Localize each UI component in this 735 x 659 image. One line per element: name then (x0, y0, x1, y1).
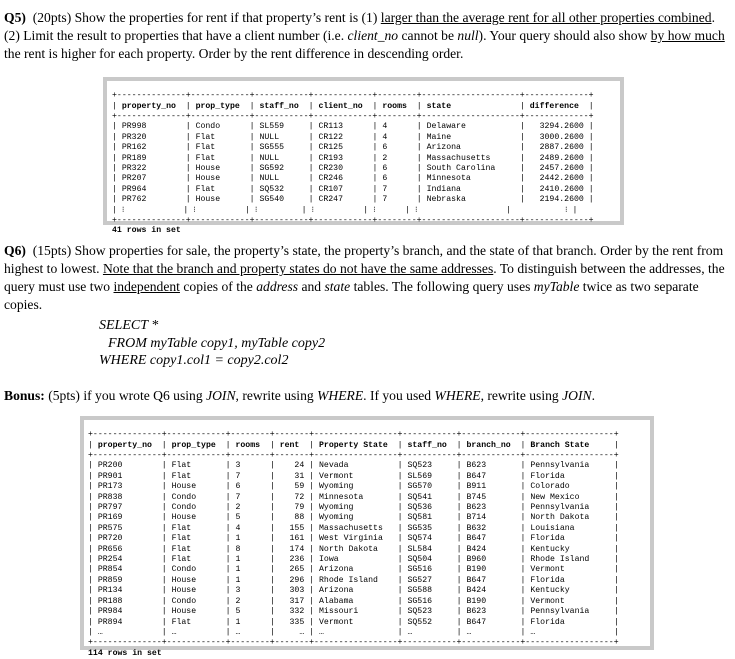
table-cell: Flat (171, 544, 221, 554)
table-cell: 296 (279, 575, 305, 585)
table-row: | PR188 | Condo | 2 | 317 | Alabama | SG516 | B190 | Vermont | (88, 596, 619, 606)
table-cell: Flat (171, 617, 221, 627)
table-row: | PR254 | Flat | 1 | 236 | Iowa | SQ504 | B960 | Rhode Island | (88, 555, 619, 565)
table-row: | PR134 | House | 3 | 303 | Arizona | SG588 | B424 | Kentucky | (88, 586, 619, 596)
table-cell: Condo (171, 596, 221, 606)
table-cell: 7 (235, 492, 265, 502)
q5-client-no: client_no (347, 28, 399, 43)
q6-paragraph (4, 242, 726, 314)
column-header: rooms (382, 101, 412, 111)
table-cell: Florida (530, 534, 609, 544)
table-cell: 59 (279, 482, 305, 492)
table-cell: Minnesota (319, 492, 393, 502)
table-row: | PR964 | Flat | SQ532 | CR107 | 7 | Indiana | 2410.2600 | (112, 184, 594, 194)
column-header: prop_type (171, 440, 221, 450)
column-header: rent (279, 440, 305, 450)
table-cell: Condo (171, 503, 221, 513)
q5-underline-2: by how much (650, 28, 725, 43)
table-cell: House (171, 482, 221, 492)
table-cell: Flat (195, 184, 245, 194)
table-cell: Arizona (319, 565, 393, 575)
sql-line-3: WHERE copy1.col1 = copy2.col2 (99, 353, 289, 368)
table-cell: SG555 (259, 143, 304, 153)
table-cell: 2 (235, 503, 265, 513)
table-cell: B714 (466, 513, 516, 523)
table-cell: B647 (466, 471, 516, 481)
table-row: | PR656 | Flat | 8 | 174 | North Dakota | SL584 | B424 | Kentucky | (88, 544, 619, 554)
table-cell: Flat (195, 143, 245, 153)
table-row: | PR998 | Condo | SL559 | CR113 | 4 | Delaware | 3294.2600 | (112, 122, 594, 132)
q5-text-a: Show the properties for rent if that property’s rent is (1) (74, 10, 378, 25)
table-cell: SL584 (407, 544, 452, 554)
table-cell: PR162 (121, 143, 181, 153)
table-cell: 31 (279, 471, 305, 481)
table-cell: B623 (466, 461, 516, 471)
table-cell: PR189 (121, 153, 181, 163)
table-row: | PR320 | Flat | NULL | CR122 | 4 | Maine | 3000.2600 | (112, 132, 594, 142)
table-cell: Wyoming (319, 503, 393, 513)
table-cell: B623 (466, 503, 516, 513)
table-cell: SQ523 (407, 607, 452, 617)
table-cell: … (97, 627, 157, 637)
table-cell: PR575 (97, 523, 157, 533)
table-cell: 1 (235, 555, 265, 565)
table-row: | PR162 | Flat | SG555 | CR125 | 6 | Arizona | 2887.2600 | (112, 143, 594, 153)
bonus-join-1: JOIN (206, 388, 236, 403)
table-cell: Massachusetts (319, 523, 393, 533)
table-cell: CR247 (318, 195, 368, 205)
table-cell: SQ574 (407, 534, 452, 544)
table-cell: PR894 (97, 617, 157, 627)
table-row: | PR322 | House | SG592 | CR230 | 6 | South Carolina | 2457.2600 | (112, 164, 594, 174)
table-row: | PR173 | House | 6 | 59 | Wyoming | SG570 | B911 | Colorado | (88, 482, 619, 492)
column-header: client_no (318, 101, 368, 111)
table-cell: B745 (466, 492, 516, 502)
table-cell: 7 (235, 471, 265, 481)
column-header: state (426, 101, 516, 111)
table-cell: SG588 (407, 586, 452, 596)
table-row: | PR762 | House | SG540 | CR247 | 7 | Nebraska | 2194.2600 | (112, 195, 594, 205)
table-cell: 3000.2600 (529, 132, 584, 142)
table-cell: House (171, 513, 221, 523)
table-cell: Florida (530, 617, 609, 627)
table-cell: Flat (195, 153, 245, 163)
table-cell: Arizona (426, 143, 516, 153)
table-cell: Massachusetts (426, 153, 516, 163)
table-row: | PR575 | Flat | 4 | 155 | Massachusetts | SG535 | B632 | Louisiana | (88, 523, 619, 533)
bonus-where-2: WHERE (434, 388, 481, 403)
q6-text-c: copies of the (183, 279, 253, 294)
table-row: | PR838 | Condo | 7 | 72 | Minnesota | SQ541 | B745 | New Mexico | (88, 492, 619, 502)
table-cell: Wyoming (319, 513, 393, 523)
table-cell: 317 (279, 596, 305, 606)
table-cell: PR901 (97, 471, 157, 481)
rows-in-set: 114 rows in set (88, 648, 162, 658)
table-cell: SQ532 (259, 184, 304, 194)
table-cell: 79 (279, 503, 305, 513)
table-row: | PR901 | Flat | 7 | 31 | Vermont | SL569 | B647 | Florida | (88, 471, 619, 481)
table-cell: Condo (195, 122, 245, 132)
table-cell: 7 (382, 184, 412, 194)
table-row: | PR797 | Condo | 2 | 79 | Wyoming | SQ536 | B623 | Pennsylvania | (88, 503, 619, 513)
q6-address: address (256, 279, 299, 294)
table-cell: House (195, 195, 245, 205)
bonus-label: Bonus: (4, 388, 45, 403)
table-cell: PR720 (97, 534, 157, 544)
table-cell: ⁝ (254, 205, 297, 215)
table-cell: B647 (466, 617, 516, 627)
table-cell: Louisiana (530, 523, 609, 533)
q6-label: Q6) (4, 243, 26, 258)
table-cell: Flat (171, 555, 221, 565)
table-cell: B647 (466, 575, 516, 585)
sql-line-1: SELECT * (99, 318, 159, 333)
q6-state: state (324, 279, 351, 294)
table-cell: … (235, 627, 265, 637)
q5-underline-1: larger than the average rent for all other properties combined (380, 10, 712, 25)
table-cell: Vermont (530, 565, 609, 575)
table-cell: NULL (259, 153, 304, 163)
column-header: property_no (97, 440, 157, 450)
table-cell: ⁝ (193, 205, 241, 215)
table-cell: … (407, 627, 452, 637)
table-cell: CR246 (318, 174, 368, 184)
table-cell: 3 (235, 586, 265, 596)
table-cell: SL559 (259, 122, 304, 132)
column-header: staff_no (407, 440, 452, 450)
table-cell: North Dakota (319, 544, 393, 554)
table-cell: Pennsylvania (530, 607, 609, 617)
table-cell: 8 (235, 544, 265, 554)
table-cell: 2 (382, 153, 412, 163)
column-header: rooms (235, 440, 265, 450)
table-cell: 6 (382, 164, 412, 174)
table-cell: 174 (279, 544, 305, 554)
table-row: | ⁝ | ⁝ | ⁝ | ⁝ | ⁝ | ⁝ | ⁝ | (112, 205, 578, 215)
table-cell: 2489.2600 (529, 153, 584, 163)
table-cell: Indiana (426, 184, 516, 194)
table-cell: 3294.2600 (529, 122, 584, 132)
table-cell: 4 (235, 523, 265, 533)
table-cell: Minnesota (426, 174, 516, 184)
table-cell: 6 (382, 174, 412, 184)
table-cell: Flat (171, 461, 221, 471)
bonus-join-2: JOIN (562, 388, 592, 403)
table-cell: Delaware (426, 122, 516, 132)
table-cell: … (530, 627, 609, 637)
table-cell: Flat (171, 523, 221, 533)
table-cell: SQ536 (407, 503, 452, 513)
table-cell: Nebraska (426, 195, 516, 205)
table-row: | PR189 | Flat | NULL | CR193 | 2 | Massachusetts | 2489.2600 | (112, 153, 594, 163)
q6-points: (15pts) (32, 243, 72, 258)
result-table-1 (103, 77, 624, 236)
table-cell: CR193 (318, 153, 368, 163)
table-cell: 3 (235, 461, 265, 471)
table-row: | … | … | … | … | … | … | … | … | (88, 627, 619, 637)
table-cell: 161 (279, 534, 305, 544)
table-cell: PR169 (97, 513, 157, 523)
table-row: | PR854 | Condo | 1 | 265 | Arizona | SG516 | B190 | Vermont | (88, 565, 619, 575)
q6-underline-2: independent (113, 279, 180, 294)
table-cell: NULL (259, 174, 304, 184)
table-cell: ⁝ (311, 205, 359, 215)
table-cell: NULL (259, 132, 304, 142)
q6-text-b: . To distinguish between the addresses, the query must use two (4, 261, 725, 294)
table-cell: PR656 (97, 544, 157, 554)
q6-underline-1: Note that the branch and property states do not have the same addresses (102, 261, 494, 276)
table-cell: … (171, 627, 221, 637)
column-header: branch_no (466, 440, 516, 450)
table-cell: Iowa (319, 555, 393, 565)
table-cell: Flat (171, 534, 221, 544)
table-cell: SL569 (407, 471, 452, 481)
table-cell: SG516 (407, 596, 452, 606)
q6-text-e: twice as two separate copies. (4, 279, 699, 312)
bonus-text-a: (5pts) if you wrote Q6 using (48, 388, 203, 403)
table-cell: CR107 (318, 184, 368, 194)
table-cell: SG516 (407, 565, 452, 575)
q5-text-c: cannot be (401, 28, 454, 43)
table-cell: 265 (279, 565, 305, 575)
table-cell: 24 (279, 461, 305, 471)
table-cell: New Mexico (530, 492, 609, 502)
table-cell: SQ504 (407, 555, 452, 565)
table-cell: B911 (466, 482, 516, 492)
table-cell: Maine (426, 132, 516, 142)
table-cell: SG540 (259, 195, 304, 205)
table-cell: SG592 (259, 164, 304, 174)
table-cell: CR230 (318, 164, 368, 174)
table-cell: Florida (530, 575, 609, 585)
table-cell: Florida (530, 471, 609, 481)
result-table-2 (80, 416, 654, 658)
table-cell: PR838 (97, 492, 157, 502)
table-cell: Pennsylvania (530, 503, 609, 513)
table-cell: 236 (279, 555, 305, 565)
table-cell: SG535 (407, 523, 452, 533)
table-cell: South Carolina (426, 164, 516, 174)
table-cell: 4 (382, 122, 412, 132)
table-cell: B623 (466, 607, 516, 617)
table-cell: … (319, 627, 393, 637)
table-cell: PR188 (97, 596, 157, 606)
table-cell: B647 (466, 534, 516, 544)
table-cell: PR322 (121, 164, 181, 174)
table-cell: CR113 (318, 122, 368, 132)
column-header: property_no (121, 101, 181, 111)
table-row: | PR169 | House | 5 | 88 | Wyoming | SQ581 | B714 | North Dakota | (88, 513, 619, 523)
q5-text-b: . (2) Limit the result to properties that have a client number (i.e. (4, 10, 715, 43)
table-cell: House (195, 164, 245, 174)
table-cell: West Virginia (319, 534, 393, 544)
table-cell: 2887.2600 (529, 143, 584, 153)
table-cell: 1 (235, 617, 265, 627)
table-cell: CR122 (318, 132, 368, 142)
table-cell: B190 (466, 596, 516, 606)
table1-text: +--------------+------------+-----------+------------+--------+--------------------+-------------+ | property_no | prop_type | staff_no | client_no | rooms | state | difference | +--------------+------------+-----------+------------+--------+--------------------+-------------+ | PR998 | Condo | SL559 | CR113 | 4 | Delaware | 3294.2600 | | PR320 | Flat | NULL | CR122 | 4 | Maine | 3000.2600 | | PR162 | Flat | SG555 | CR125 | 6 | Arizona | 2887.2600 | | PR189 | Flat | NULL | CR193 | 2 | Massachusetts | 2489.2600 | | PR322 | House | SG592 | CR230 | 6 | South Carolina | 2457.2600 | | PR207 | House | NULL | CR246 | 6 | Minnesota | 2442.2600 | | PR964 | Flat | SQ532 | CR107 | 7 | Indiana | 2410.2600 | | PR762 | House | SG540 | CR247 | 7 | Nebraska | 2194.2600 | | ⁝ | ⁝ | ⁝ | ⁝ | ⁝ | ⁝ | ⁝ | +--------------+------------+-----------+------------+--------+--------------------+-------------+ 41 rows in set (112, 91, 594, 236)
bonus-text-d: , rewrite using (480, 388, 559, 403)
table-cell: 335 (279, 617, 305, 627)
rows-in-set: 41 rows in set (112, 226, 181, 236)
table-cell: 6 (382, 143, 412, 153)
table-cell: ⁝ (415, 205, 502, 215)
table-cell: 1 (235, 565, 265, 575)
table-row: | PR984 | House | 5 | 332 | Missouri | SQ523 | B623 | Pennsylvania | (88, 607, 619, 617)
table-cell: B190 (466, 565, 516, 575)
q6-and: and (301, 279, 322, 294)
table-row: | PR200 | Flat | 3 | 24 | Nevada | SQ523 | B623 | Pennsylvania | (88, 461, 619, 471)
bonus-text-c: . If you used (363, 388, 432, 403)
column-header: Branch State (530, 440, 609, 450)
table-cell: SQ581 (407, 513, 452, 523)
q5-text-d: ). Your query should also show (478, 28, 648, 43)
table-cell: 5 (235, 607, 265, 617)
table-row: | PR207 | House | NULL | CR246 | 6 | Minnesota | 2442.2600 | (112, 174, 594, 184)
table-cell: PR254 (97, 555, 157, 565)
table-cell: PR207 (121, 174, 181, 184)
table-cell: PR134 (97, 586, 157, 596)
table-cell: Alabama (319, 596, 393, 606)
table-cell: PR173 (97, 482, 157, 492)
table-cell: 2442.2600 (529, 174, 584, 184)
table-cell: PR762 (121, 195, 181, 205)
table-cell: Flat (171, 471, 221, 481)
table-cell: Vermont (530, 596, 609, 606)
table-cell: Missouri (319, 607, 393, 617)
table-cell: North Dakota (530, 513, 609, 523)
table-cell: 2194.2600 (529, 195, 584, 205)
table-cell: House (195, 174, 245, 184)
table-cell: PR998 (121, 122, 181, 132)
table-cell: House (171, 575, 221, 585)
column-header: difference (529, 101, 584, 111)
table-cell: ⁝ (373, 205, 401, 215)
table-cell: PR797 (97, 503, 157, 513)
table-cell: House (171, 586, 221, 596)
table-cell: Vermont (319, 617, 393, 627)
q5-points: (20pts) (32, 10, 72, 25)
table-cell: Arizona (319, 586, 393, 596)
table-cell: Rhode Island (530, 555, 609, 565)
table-cell: 1 (235, 575, 265, 585)
table-cell: 332 (279, 607, 305, 617)
table-cell: 2 (235, 596, 265, 606)
table-cell: CR125 (318, 143, 368, 153)
table-cell: Condo (171, 492, 221, 502)
table-cell: 1 (235, 534, 265, 544)
table-cell: 6 (235, 482, 265, 492)
table-cell: B424 (466, 544, 516, 554)
table-cell: PR200 (97, 461, 157, 471)
table-cell: PR320 (121, 132, 181, 142)
table-row: | PR720 | Flat | 1 | 161 | West Virginia | SQ574 | B647 | Florida | (88, 534, 619, 544)
table-cell: SQ523 (407, 461, 452, 471)
q6-text-d: tables. The following query uses (353, 279, 531, 294)
table-cell: Wyoming (319, 482, 393, 492)
table-cell: … (279, 627, 305, 637)
bonus-text-e: . (591, 388, 595, 403)
bonus-where-1: WHERE (317, 388, 364, 403)
table-cell: ⁝ (121, 205, 179, 215)
table-cell: Condo (171, 565, 221, 575)
table-cell: 2457.2600 (529, 164, 584, 174)
table-cell: 88 (279, 513, 305, 523)
table-cell: PR964 (121, 184, 181, 194)
bonus-text-b: , rewrite using (235, 388, 314, 403)
bonus-paragraph (4, 388, 595, 404)
table-cell: ⁝ (515, 205, 568, 215)
table-cell: Flat (195, 132, 245, 142)
table-cell: 303 (279, 586, 305, 596)
table-cell: PR984 (97, 607, 157, 617)
column-header: staff_no (259, 101, 304, 111)
table-cell: … (466, 627, 516, 637)
table-cell: Kentucky (530, 586, 609, 596)
q5-null: null (457, 28, 479, 43)
table-cell: 5 (235, 513, 265, 523)
table-cell: 4 (382, 132, 412, 142)
table-cell: Pennsylvania (530, 461, 609, 471)
sql-line-2: FROM myTable copy1, myTable copy2 (108, 336, 326, 351)
table-cell: 7 (382, 195, 412, 205)
table-cell: Nevada (319, 461, 393, 471)
q5-label: Q5) (4, 10, 26, 25)
table-row: | PR859 | House | 1 | 296 | Rhode Island | SG527 | B647 | Florida | (88, 575, 619, 585)
table-cell: Vermont (319, 471, 393, 481)
q6-mytable: myTable (533, 279, 580, 294)
table-cell: Rhode Island (319, 575, 393, 585)
q6-text-a: Show properties for sale, the property’s state, the property’s branch, and the state of that branch. Order by the rent from highest to lowest. (4, 243, 724, 276)
q5-text-e: the rent is higher for each property. Order by the rent difference in descending order. (4, 46, 464, 61)
column-header: prop_type (195, 101, 245, 111)
table-cell: SG527 (407, 575, 452, 585)
table-cell: B960 (466, 555, 516, 565)
q5-paragraph (4, 9, 726, 63)
table-cell: PR854 (97, 565, 157, 575)
table2-text: +--------------+------------+--------+-------+-----------------+-----------+------------+------------------+ | property_no | prop_type | rooms | rent | Property State | staff_no | branch_no | Branch State | +--------------+------------+--------+-------+-----------------+-----------+------------+------------------+ | PR200 | Flat | 3 | 24 | Nevada | SQ523 | B623 | Pennsylvania | | PR901 | Flat | 7 | 31 | Vermont | SL569 | B647 | Florida | | PR173 | House | 6 | 59 | Wyoming | SG570 | B911 | Colorado | | PR838 | Condo | 7 | 72 | Minnesota | SQ541 | B745 | New Mexico | | PR797 | Condo | 2 | 79 | Wyoming | SQ536 | B623 | Pennsylvania | | PR169 | House | 5 | 88 | Wyoming | SQ581 | B714 | North Dakota | | PR575 | Flat | 4 | 155 | Massachusetts | SG535 | B632 | Louisiana | | PR720 | Flat | 1 | 161 | West Virginia | SQ574 | B647 | Florida | | PR656 | Flat | 8 | 174 | North Dakota | SL584 | B424 | Kentucky | | PR254 | Flat | 1 | 236 | Iowa | SQ504 | B960 | Rhode Island | | PR854 | Condo | 1 | 265 | Arizona | SG516 | B190 | Vermont | | PR859 | House | 1 | 296 | Rhode Island | SG527 | B647 | Florida | | PR134 | House | 3 | 303 | Arizona | SG588 | B424 | Kentucky | | PR188 | Condo | 2 | 317 | Alabama | SG516 | B190 | Vermont | | PR984 | House | 5 | 332 | Missouri | SQ523 | B623 | Pennsylvania | | PR894 | Flat | 1 | 335 | Vermont | SQ552 | B647 | Florida | | … | … | … | … | … | … | … | … | +--------------+------------+--------+-------+-----------------+-----------+------------+------------------+ 114 rows in set (88, 430, 619, 658)
table-cell: SQ541 (407, 492, 452, 502)
table-cell: B424 (466, 586, 516, 596)
table-cell: Kentucky (530, 544, 609, 554)
table-cell: House (171, 607, 221, 617)
table-cell: SG570 (407, 482, 452, 492)
table-row: | PR894 | Flat | 1 | 335 | Vermont | SQ552 | B647 | Florida | (88, 617, 619, 627)
table-cell: PR859 (97, 575, 157, 585)
table-cell: 72 (279, 492, 305, 502)
table-cell: SQ552 (407, 617, 452, 627)
table-cell: 2410.2600 (529, 184, 584, 194)
table-cell: Colorado (530, 482, 609, 492)
table-cell: 155 (279, 523, 305, 533)
column-header: Property State (319, 440, 393, 450)
table-cell: B632 (466, 523, 516, 533)
